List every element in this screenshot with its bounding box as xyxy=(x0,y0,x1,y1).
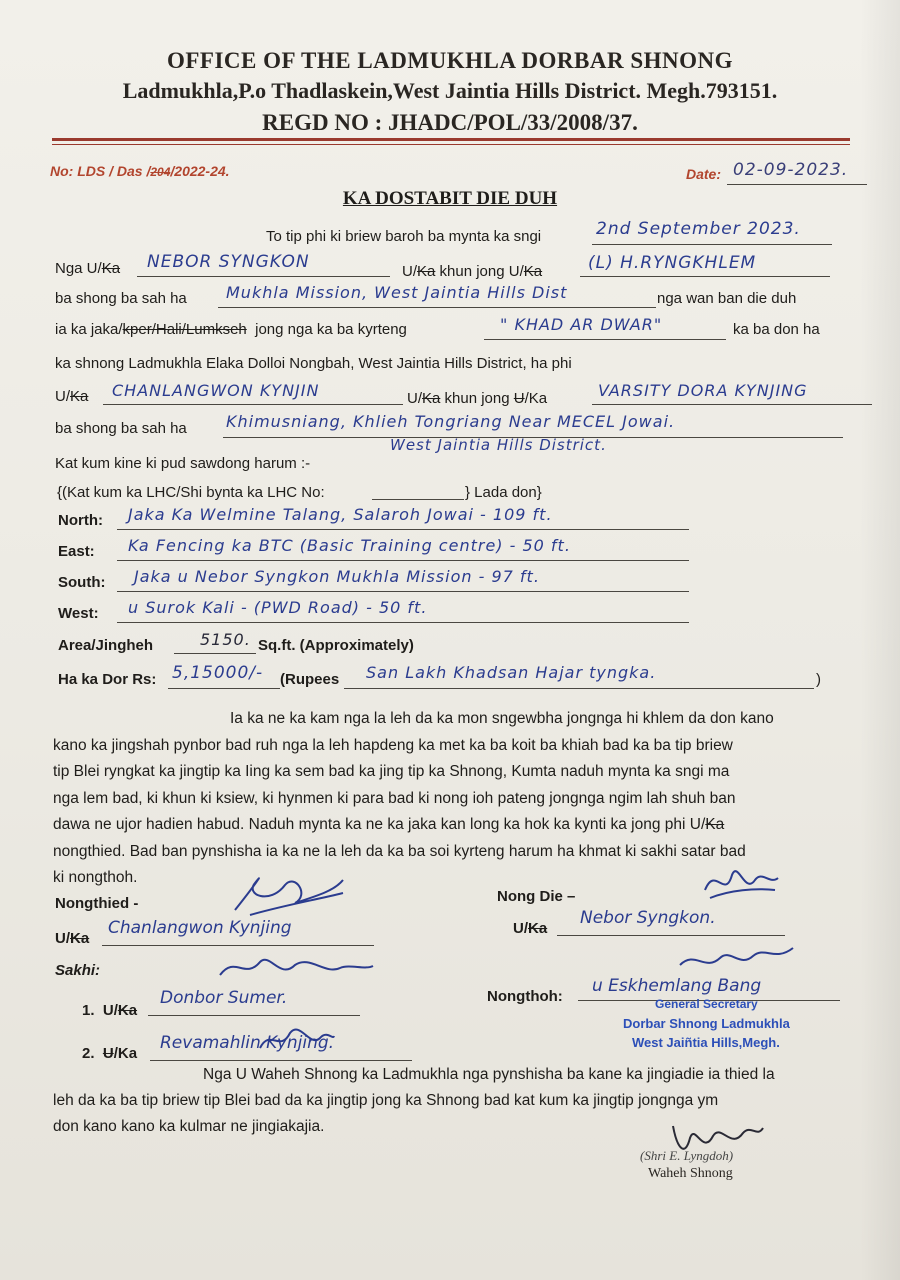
sakhi-1-line xyxy=(148,1015,360,1016)
price-rupees-label: (Rupees xyxy=(280,671,340,688)
seller-khun-label: U/Ka khun jong U/Ka xyxy=(402,263,543,280)
price-line xyxy=(168,688,280,689)
west-value: u Surok Kali - (PWD Road) - 50 ft. xyxy=(128,598,428,617)
price-words: San Lakh Khadsan Hajar tyngka. xyxy=(366,663,657,682)
buyer-shong-label: ba shong ba sah ha xyxy=(55,420,187,437)
north-line xyxy=(117,529,689,530)
east-value: Ka Fencing ka BTC (Basic Training centre) - 50 ft. xyxy=(128,536,571,555)
buyer-label: U/Ka xyxy=(55,388,89,405)
office-address: Ladmukhla,P.o Thadlaskein,West Jaintia Hills District. Megh.793151. xyxy=(122,78,778,103)
sakhi-label: Sakhi: xyxy=(55,962,101,979)
buyer-name-line xyxy=(103,404,403,405)
closing-line: don kano kano ka kulmar ne jingiakajia. xyxy=(53,1118,325,1135)
west-label: West: xyxy=(58,605,99,622)
area-line xyxy=(174,653,256,654)
seller-father-line xyxy=(580,276,830,277)
price-value: 5,15000/- xyxy=(172,663,264,683)
boundary-intro: Kat kum kine ki pud sawdong harum :- xyxy=(55,455,311,472)
south-value: Jaka u Nebor Syngkon Mukhla Mission - 97 ft. xyxy=(134,567,540,586)
lhc-tail: } Lada don} xyxy=(465,484,542,501)
nongdie-label: Nong Die – xyxy=(497,888,576,905)
property-name-line xyxy=(484,339,726,340)
nongthied-line xyxy=(102,945,374,946)
para-line: tip Blei ryngkat ka jingtip ka Iing ka sem bad ka jing tip ka Shnong, Kumta naduh mynta ka sngi ma xyxy=(53,763,730,780)
waheh-title: Waheh Shnong xyxy=(648,1166,733,1181)
nongthied-label: Nongthied - xyxy=(55,895,139,912)
south-line xyxy=(117,591,689,592)
nongthoh-name: u Eskhemlang Bang xyxy=(592,976,762,996)
closing-line: leh da ka ba tip briew tip Blei bad da ka jingtip jong ka Shnong bad kat kum ka jingtip jongnga ym xyxy=(53,1092,719,1109)
north-label: North: xyxy=(58,512,103,529)
reference-number: No: LDS / Das /204/2022-24. xyxy=(50,163,230,179)
intro-date-line xyxy=(592,244,832,245)
seller-nga-wan: nga wan ban die duh xyxy=(657,290,797,307)
seller-residence-line xyxy=(218,307,656,308)
buyer-name: CHANLANGWON KYNJIN xyxy=(112,381,320,400)
sakhi-2-label: 2. U/Ka xyxy=(82,1045,138,1062)
date-value: 02-09-2023. xyxy=(733,160,849,180)
nongdie-name: Nebor Syngkon. xyxy=(580,908,716,928)
para-line: nga lem bad, ki khun ki ksiew, ki hynmen ki para bad ki nong ioh pateng jongnga ngim lah shuh ban xyxy=(53,789,736,807)
nongdie-u-label: U/Ka xyxy=(513,920,548,937)
seller-signature xyxy=(700,860,780,905)
sakhi-2-name: Revamahlin Kynjing. xyxy=(160,1033,335,1053)
para-line: nongthied. Bad ban pynshisha ia ka ne la leh da ka ba soi kyrteng harum ha khmat ki sakhi satar bad xyxy=(53,842,746,860)
south-label: South: xyxy=(58,574,106,591)
secretary-signature xyxy=(675,940,795,980)
area-unit: Sq.ft. (Approximately) xyxy=(258,637,414,654)
para-line: kano ka jingshah pynbor bad ruh nga la leh hapdeng ka met ka ba koit ba khiah bad ka ba tip briew xyxy=(53,736,733,754)
price-close: ) xyxy=(816,671,821,688)
seller-name-line xyxy=(137,276,390,277)
property-name: " KHAD AR DWAR" xyxy=(500,315,663,334)
area-label: Area/Jingheh xyxy=(58,637,154,654)
property-label: ia ka jaka/kper/Hali/Lumkseh jong nga ka ba kyrteng xyxy=(55,321,407,338)
office-title: OFFICE OF THE LADMUKHLA DORBAR SHNONG xyxy=(166,48,734,73)
area-value: 5150. xyxy=(200,630,251,649)
stamp-line-1: General Secretary xyxy=(655,997,758,1011)
buyer-father-line xyxy=(592,404,872,405)
intro-date: 2nd September 2023. xyxy=(596,219,801,239)
document-title: KA DOSTABIT DIE DUH xyxy=(342,188,558,209)
property-ka-ba-don: ka ba don ha xyxy=(733,321,820,338)
date-label: Date: xyxy=(686,166,722,182)
seller-name: NEBOR SYNGKON xyxy=(147,252,310,272)
sakhi-1-label: 1. U/Ka xyxy=(82,1002,138,1019)
property-location: ka shnong Ladmukhla Elaka Dolloi Nongbah, West Jaintia Hills District, ha phi xyxy=(55,355,572,372)
buyer-signature xyxy=(225,865,345,925)
north-value: Jaka Ka Welmine Talang, Salaroh Jowai - 109 ft. xyxy=(128,505,553,524)
nongthied-name: Chanlangwon Kynjing xyxy=(108,918,292,938)
sakhi-1-name: Donbor Sumer. xyxy=(160,988,288,1008)
lhc-label: {(Kat kum ka LHC/Shi bynta ka LHC No: xyxy=(57,484,325,501)
para-line: Ia ka ne ka kam nga la leh da ka mon sngewbha jongnga hi khlem da don kano xyxy=(230,710,774,727)
west-line xyxy=(117,622,689,623)
stamp-line-2: Dorbar Shnong Ladmukhla xyxy=(623,1016,790,1031)
para-line: dawa ne ujor hadien habud. Naduh mynta ka ne ka jaka kan long ka hok ka kynti ka jong phi U/Ka xyxy=(53,816,725,833)
price-label: Ha ka Dor Rs: xyxy=(58,671,157,688)
closing-line: Nga U Waheh Shnong ka Ladmukhla nga pynshisha ba kane ka jingiadie ia thied la xyxy=(203,1066,775,1083)
east-label: East: xyxy=(58,543,95,560)
buyer-residence-2: West Jaintia Hills District. xyxy=(390,436,607,454)
header-rule-thick xyxy=(52,138,850,141)
east-line xyxy=(117,560,689,561)
buyer-khun-label: U/Ka khun jong U/Ka xyxy=(407,390,548,407)
nongthoh-label: Nongthoh: xyxy=(487,988,563,1005)
para-line: ki nongthoh. xyxy=(53,869,138,886)
intro-text: To tip phi ki briew baroh ba mynta ka sngi xyxy=(266,228,542,245)
waheh-name: (Shri E. Lyngdoh) xyxy=(640,1148,734,1163)
price-words-line xyxy=(344,688,814,689)
header-rule-thin xyxy=(52,144,850,145)
seller-label: Nga U/Ka xyxy=(55,260,121,277)
registration-number: REGD NO : JHADC/POL/33/2008/37. xyxy=(262,110,638,135)
buyer-residence-1: Khimusniang, Khlieh Tongriang Near MECEL Jowai. xyxy=(226,412,676,431)
lhc-blank-line xyxy=(372,499,464,500)
nongdie-line xyxy=(557,935,785,936)
seller-father: (L) H.RYNGKHLEM xyxy=(588,253,757,273)
seller-shong-label: ba shong ba sah ha xyxy=(55,290,187,307)
date-line xyxy=(727,184,867,185)
seller-residence: Mukhla Mission, West Jaintia Hills Dist xyxy=(226,283,568,302)
nongthied-u-label: U/Ka xyxy=(55,930,90,947)
stamp-line-3: West Jaiñtia Hills,Megh. xyxy=(632,1035,780,1050)
witness-1-signature xyxy=(215,950,375,990)
buyer-father: VARSITY DORA KYNJING xyxy=(598,381,808,400)
sakhi-2-line xyxy=(150,1060,412,1061)
